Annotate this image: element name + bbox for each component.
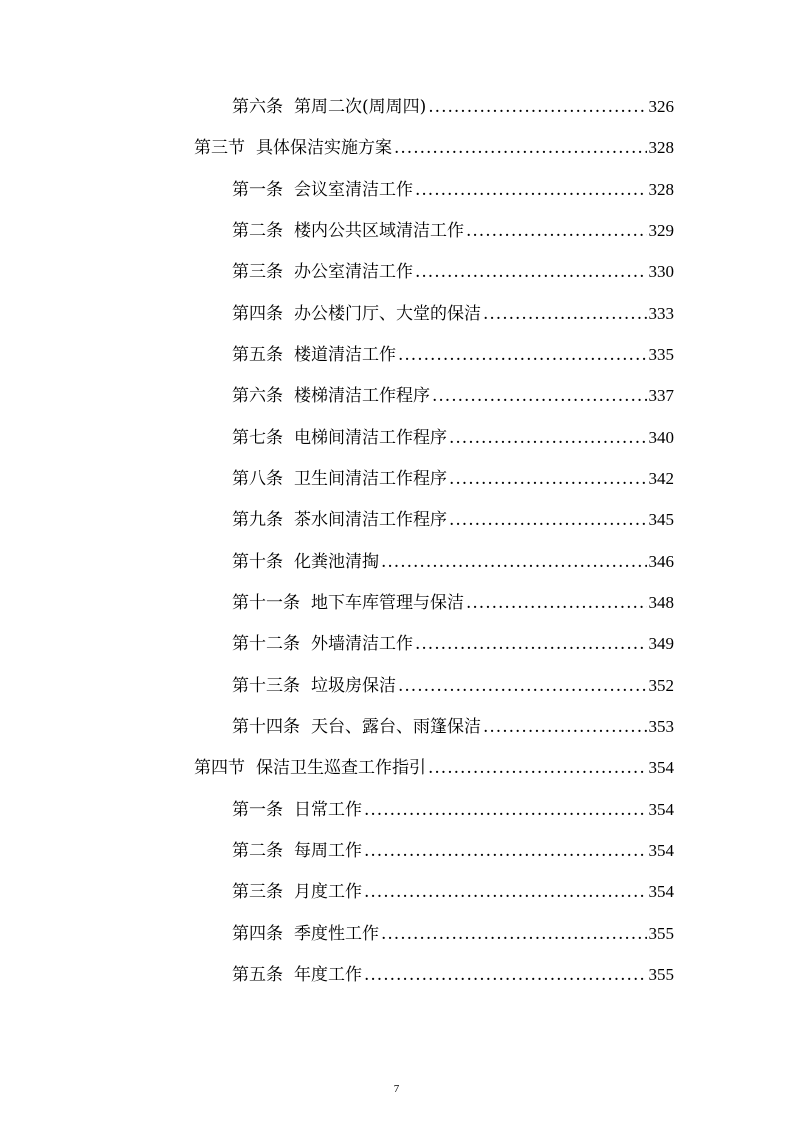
toc-entry-page: 328 xyxy=(648,180,674,199)
toc-entry-number: 第十二条 xyxy=(232,634,300,654)
toc-entry[interactable] xyxy=(232,634,674,654)
toc-entry[interactable] xyxy=(232,97,674,117)
toc-entry-page: 346 xyxy=(648,552,674,571)
toc-entry[interactable] xyxy=(232,428,674,448)
toc-dot-leader xyxy=(415,262,647,282)
toc-entry[interactable] xyxy=(232,552,674,572)
toc-entry-page: 342 xyxy=(648,469,674,488)
toc-entry[interactable] xyxy=(232,221,674,241)
toc-dot-leader xyxy=(449,428,647,448)
toc-entry-number: 第三条 xyxy=(232,882,283,902)
toc-dot-leader xyxy=(364,841,647,861)
toc-entry-title: 日常工作 xyxy=(294,800,362,820)
toc-entry-number: 第八条 xyxy=(232,469,283,489)
toc-entry-page: 326 xyxy=(648,97,674,116)
toc-entry-title: 保洁卫生巡查工作指引 xyxy=(256,758,426,778)
toc-entry-number: 第四条 xyxy=(232,304,283,324)
toc-entry-title: 卫生间清洁工作程序 xyxy=(294,469,447,489)
toc-dot-leader xyxy=(364,882,647,902)
toc-entry-number: 第三条 xyxy=(232,262,283,282)
toc-entry-page: 355 xyxy=(648,924,674,943)
toc-dot-leader xyxy=(381,552,647,572)
toc-dot-leader xyxy=(394,138,647,158)
toc-entry-page: 354 xyxy=(648,758,674,777)
toc-entry[interactable] xyxy=(232,676,674,696)
toc-entry-title: 办公室清洁工作 xyxy=(294,262,413,282)
toc-dot-leader xyxy=(428,758,647,778)
toc-entry-title: 楼梯清洁工作程序 xyxy=(294,386,430,406)
toc-entry-title: 季度性工作 xyxy=(294,924,379,944)
toc-dot-leader xyxy=(449,510,647,530)
toc-entry-number: 第九条 xyxy=(232,510,283,530)
toc-entry-number: 第六条 xyxy=(232,386,283,406)
toc-dot-leader xyxy=(398,676,647,696)
toc-dot-leader xyxy=(428,97,646,117)
toc-dot-leader xyxy=(432,386,647,406)
toc-entry-title: 第周二次(周周四) xyxy=(294,97,427,117)
page-number: 7 xyxy=(393,1083,400,1095)
toc-entry-title: 楼道清洁工作 xyxy=(294,345,396,365)
toc-entry-page: 345 xyxy=(648,510,674,529)
toc-dot-leader xyxy=(466,221,647,241)
toc-entry[interactable] xyxy=(232,924,674,944)
toc-entry-number: 第十条 xyxy=(232,552,283,572)
toc-dot-leader xyxy=(483,304,647,324)
toc-entry[interactable] xyxy=(232,510,674,530)
toc-entry-page: 335 xyxy=(648,345,674,364)
toc-dot-leader xyxy=(449,469,647,489)
toc-entry-number: 第十三条 xyxy=(232,676,300,696)
toc-entry-number: 第十一条 xyxy=(232,593,300,613)
toc-entry-title: 楼内公共区域清洁工作 xyxy=(294,221,464,241)
toc-entry[interactable] xyxy=(232,593,674,613)
toc-entry-page: 354 xyxy=(648,800,674,819)
toc-dot-leader xyxy=(415,634,647,654)
toc-entry-title: 会议室清洁工作 xyxy=(294,180,413,200)
toc-entry-title: 月度工作 xyxy=(294,882,362,902)
toc-dot-leader xyxy=(466,593,647,613)
toc-entry-title: 具体保洁实施方案 xyxy=(256,138,392,158)
toc-entry-title: 垃圾房保洁 xyxy=(311,676,396,696)
toc-entry[interactable] xyxy=(194,758,674,778)
toc-entry-number: 第五条 xyxy=(232,345,283,365)
toc-entry-title: 办公楼门厅、大堂的保洁 xyxy=(294,304,481,324)
toc-entry-page: 333 xyxy=(648,304,674,323)
toc-entry[interactable] xyxy=(232,882,674,902)
toc-dot-leader xyxy=(398,345,647,365)
toc-entry-number: 第一条 xyxy=(232,800,283,820)
toc-entry-title: 电梯间清洁工作程序 xyxy=(294,428,447,448)
toc-entry-page: 349 xyxy=(648,634,674,653)
toc-dot-leader xyxy=(364,965,647,985)
toc-entry-number: 第六条 xyxy=(232,97,283,117)
toc-entry-page: 337 xyxy=(648,386,674,405)
toc-entry-number: 第五条 xyxy=(232,965,283,985)
toc-entry[interactable] xyxy=(232,965,674,985)
toc-entry-page: 355 xyxy=(648,965,674,984)
toc-entry-title: 每周工作 xyxy=(294,841,362,861)
toc-entry-number: 第三节 xyxy=(194,138,245,158)
toc-entry[interactable] xyxy=(232,800,674,820)
toc-entry-number: 第二条 xyxy=(232,841,283,861)
toc-entry[interactable] xyxy=(194,138,674,158)
toc-entry-page: 354 xyxy=(648,882,674,901)
toc-entry-page: 352 xyxy=(648,676,674,695)
toc-entry-number: 第二条 xyxy=(232,221,283,241)
toc-dot-leader xyxy=(364,800,647,820)
toc-entry[interactable] xyxy=(232,841,674,861)
toc-dot-leader xyxy=(415,180,647,200)
toc-entry-number: 第十四条 xyxy=(232,717,300,737)
toc-entry-title: 地下车库管理与保洁 xyxy=(311,593,464,613)
toc-entry-number: 第七条 xyxy=(232,428,283,448)
toc-entry-title: 茶水间清洁工作程序 xyxy=(294,510,447,530)
toc-dot-leader xyxy=(381,924,647,944)
toc-entry-page: 340 xyxy=(648,428,674,447)
toc-entry-page: 348 xyxy=(648,593,674,612)
toc-entry-page: 330 xyxy=(648,262,674,281)
toc-entry[interactable] xyxy=(232,469,674,489)
toc-entry-page: 354 xyxy=(648,841,674,860)
toc-entry[interactable] xyxy=(232,304,674,324)
toc-entry[interactable] xyxy=(232,386,674,406)
toc-entry-page: 329 xyxy=(648,221,674,240)
toc-dot-leader xyxy=(483,717,647,737)
toc-entry-title: 年度工作 xyxy=(294,965,362,985)
toc-entry-page: 328 xyxy=(648,138,674,157)
toc-entry-number: 第四条 xyxy=(232,924,283,944)
toc-entry[interactable] xyxy=(232,345,674,365)
toc-entry[interactable] xyxy=(232,262,674,282)
toc-entry[interactable] xyxy=(232,717,674,737)
toc-entry-title: 外墙清洁工作 xyxy=(311,634,413,654)
toc-entry-title: 天台、露台、雨篷保洁 xyxy=(311,717,481,737)
toc-entry-number: 第四节 xyxy=(194,758,245,778)
toc-entry-title: 化粪池清掏 xyxy=(294,552,379,572)
toc-entry[interactable] xyxy=(232,180,674,200)
toc-entry-page: 353 xyxy=(648,717,674,736)
toc-entry-number: 第一条 xyxy=(232,180,283,200)
